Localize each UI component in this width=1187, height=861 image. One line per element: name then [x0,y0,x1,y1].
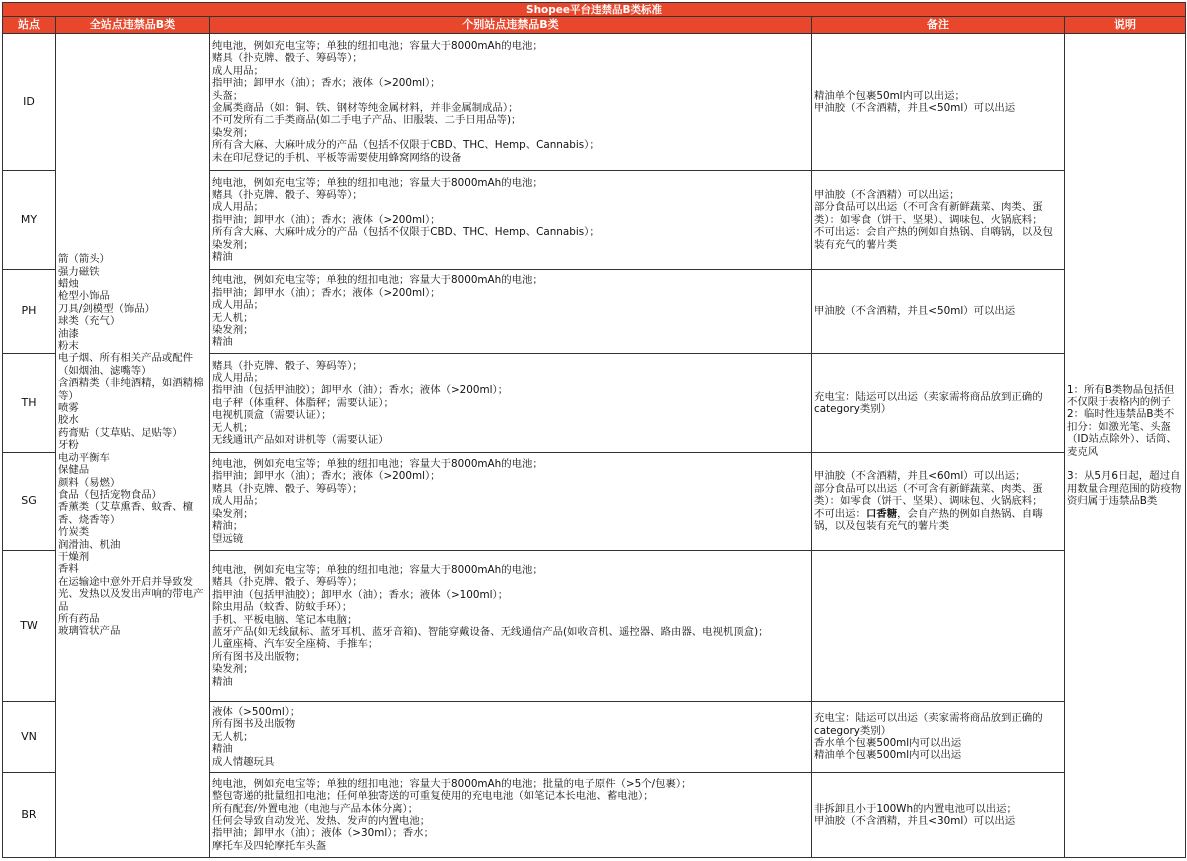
individual-item: 纯电池，例如充电宝等；单独的纽扣电池；容量大于8000mAh的电池；批量的电子原件（>5个/包裹）； [212,777,692,790]
individual-item: 无人机； [212,311,254,324]
header-all-sites: 全站点违禁品B类 [56,17,210,34]
all-sites-item: 药膏贴（艾草贴、足贴等） [58,426,183,439]
explanation-line: 1：所有B类物品包括但不仅限于表格内的例子 [1067,383,1175,409]
all-sites-item: 球类（充气） [58,315,121,328]
header-site: 站点 [3,17,56,34]
individual-items-cell [210,773,812,858]
individual-item: 赌具（扑克牌、骰子、筹码等）； [212,359,363,372]
individual-items-cell [210,453,812,551]
individual-item: 染发剂； [212,323,254,336]
individual-item: 所有含大麻、大麻叶成分的产品（包括不仅限于CBD、THC、Hemp、Cannabis）； [212,139,600,152]
note-line: 精油单个包裹50ml内可以出运； [814,89,965,102]
individual-item: 染发剂； [212,507,254,520]
all-sites-item: 食品（包括宠物食品） [58,488,162,501]
individual-item: 染发剂； [212,238,254,251]
individual-item: 纯电池，例如充电宝等；单独的纽扣电池；容量大于8000mAh的电池； [212,274,543,287]
individual-item: 纯电池，例如充电宝等；单独的纽扣电池；容量大于8000mAh的电池； [212,458,543,471]
individual-item: 成人用品； [212,201,264,214]
notes-cell [812,773,1065,858]
all-sites-item: 所有药品 [58,612,100,625]
individual-item: 成人用品； [212,371,264,384]
header-row [3,17,1186,34]
table-title: Shopee平台违禁品B类标准 [3,3,1186,17]
note-line: 充电宝：陆运可以出运（卖家需将商品放到正确的category类别） [814,390,1043,415]
individual-item: 未在印尼登记的手机、平板等需要使用蜂窝网络的设备 [212,151,462,164]
site-cell: VN [3,702,56,773]
prohibited-items-table [2,2,1186,858]
individual-item: 除虫用品（蚊香、防蚊手环）； [212,601,353,614]
notes-cell [812,551,1065,702]
individual-item: 指甲油；卸甲水（油）；香水；液体（>200ml）； [212,77,441,90]
all-sites-item: 竹炭类 [58,526,90,539]
individual-item: 摩托车及四轮摩托车头盔 [212,839,327,852]
all-sites-item: 喷雾 [58,402,79,415]
individual-item: 指甲油；卸甲水（油）；香水；液体（>200ml）； [212,213,441,226]
note-line: 甲油胶（不含酒精，并且<30ml）可以出运 [814,815,1016,827]
all-sites-item: 蜡烛 [58,278,79,291]
all-sites-cell [56,34,210,858]
table-row [3,34,1186,171]
header-explanation: 说明 [1065,17,1186,34]
individual-item: 所有图书及出版物 [212,718,296,731]
individual-item: 精油 [212,675,233,688]
site-cell: SG [3,453,56,551]
individual-item: 赌具（扑克牌、骰子、筹码等）； [212,576,363,589]
all-sites-item: 电子烟、所有相关产品或配件（如烟油、滤嘴等） [58,352,194,377]
site-cell: ID [3,34,56,171]
individual-items-cell [210,702,812,773]
individual-item: 纯电池，例如充电宝等；单独的纽扣电池；容量大于8000mAh的电池； [212,39,543,52]
site-cell: PH [3,270,56,354]
all-sites-item: 胶水 [58,414,79,427]
site-cell: MY [3,171,56,270]
individual-item: 成人用品； [212,495,264,508]
individual-item: 所有含大麻、大麻叶成分的产品（包括不仅限于CBD、THC、Hemp、Cannabis）； [212,226,600,239]
individual-item: 整包寄递的批量纽扣电池；任何单独寄送的可重复使用的充电电池（如笔记本长电池、蓄电池）； [212,790,654,803]
notes-cell [812,702,1065,773]
individual-item: 蓝牙产品(如无线鼠标、蓝牙耳机、蓝牙音箱)、智能穿戴设备、无线通信产品(如收音机、遥控器、路由器、电视机顶盒)； [212,626,769,638]
title-row [3,3,1186,17]
individual-items-cell [210,354,812,453]
individual-item: 染发剂； [212,126,254,139]
individual-item: 精油 [212,251,233,264]
note-line: 香水单个包裹500ml内可以出运 [814,737,962,749]
all-sites-item: 香薰类（艾草熏香、蚊香、檀香、烧香等） [58,501,194,526]
individual-item: 任何会导致自动发光、发热、发声的内置电池； [212,815,431,827]
individual-item: 赌具（扑克牌、骰子、筹码等）； [212,188,363,201]
individual-item: 成人情趣玩具 [212,755,275,768]
all-sites-item: 油漆 [58,327,79,340]
notes-cell [812,270,1065,354]
all-sites-item: 玻璃管状产品 [58,625,121,638]
all-sites-item: 粉末 [58,340,79,353]
individual-item: 无人机； [212,730,254,743]
individual-item: 成人用品； [212,299,264,312]
individual-item: 望远镜 [212,532,244,545]
individual-item: 精油； [212,520,244,533]
individual-item: 纯电池，例如充电宝等；单独的纽扣电池；容量大于8000mAh的电池； [212,563,543,576]
individual-item: 所有图书及出版物； [212,650,306,663]
all-sites-item: 电动平衡车 [58,451,110,464]
individual-item: 手机、平板电脑、笔记本电脑； [212,613,358,626]
individual-item: 指甲油；卸甲水（油）；香水；液体（>200ml）； [212,286,441,299]
all-sites-item: 干燥剂 [58,550,90,563]
individual-item: 精油 [212,336,233,349]
note-line: 甲油胶（不含酒精）可以出运； [814,188,960,201]
header-individual-sites: 个别站点违禁品B类 [210,17,812,34]
individual-item: 染发剂； [212,663,254,676]
individual-item: 精油 [212,743,233,756]
individual-item: 所有配套/外置电池（电池与产品本体分离）； [212,802,419,815]
note-line: 不可出运：会自产热的例如自热锅、自嗨锅，以及包装有充气的薯片类 [814,226,1053,251]
header-notes: 备注 [812,17,1065,34]
note-line: 部分食品可以出运（不可含有新鲜蔬菜、肉类、蛋类）：如零食（饼干、坚果）、调味包、火锅底料； [814,201,1043,226]
individual-item: 指甲油（包括甲油胶）；卸甲水（油）；香水；液体（>100ml）； [212,588,509,601]
individual-item: 电子秤（体重秤、体脂秤；需要认证）； [212,396,394,409]
individual-item: 指甲油；卸甲水（油）；香水；液体（>200ml）； [212,470,441,483]
individual-item: 指甲油；卸甲水（油）；液体（>30ml）；香水； [212,827,434,840]
individual-items-cell [210,171,812,270]
individual-items-cell [210,551,812,702]
all-sites-item: 在运输途中意外开启并导致发光、发热以及发出声响的带电产品 [58,575,204,613]
individual-item: 电视机顶盒（需要认证）； [212,409,332,422]
all-sites-item: 保健品 [58,464,90,477]
notes-cell [812,171,1065,270]
individual-item: 成人用品； [212,64,264,77]
note-line: 非拆卸且小于100Wh的内置电池可以出运； [814,802,1017,815]
explanation-line: 2：临时性违禁品B类不扣分：如激光笔、头盔（ID站点除外）、话筒、麦克风 [1067,408,1177,458]
individual-item: 头盔； [212,89,244,102]
all-sites-item: 含酒精类（非纯酒精，如酒精棉等） [58,377,204,402]
explanation-cell [1065,34,1186,858]
individual-item: 金属类商品（如：铜、铁、钢材等纯金属材料，并非金属制成品）； [212,102,519,114]
notes-cell [812,354,1065,453]
all-sites-item: 枪型小饰品 [58,290,110,303]
note-line: 甲油胶（不含酒精，并且<60ml）可以出运； [814,470,1026,483]
all-sites-item: 颜料（易燃） [58,476,121,489]
all-sites-item: 刀具/剑模型（饰品） [58,302,156,315]
individual-item: 儿童座椅、汽车安全座椅、手推车； [212,638,379,651]
notes-cell [812,34,1065,171]
explanation-line: 3：从5月6日起，超过自用数量合理范围的防疫物资归属于违禁品B类 [1067,470,1182,507]
all-sites-item: 强力磁铁 [58,265,100,278]
note-line: 不可出运：口香糖，会自产热的例如自热锅、自嗨锅，以及包装有充气的薯片类 [814,507,1043,533]
individual-item: 无线通讯产品如对讲机等（需要认证） [212,434,389,447]
site-cell: TW [3,551,56,702]
individual-item: 赌具（扑克牌、骰子、筹码等）； [212,482,363,495]
individual-items-cell [210,34,812,171]
all-sites-item: 牙粉 [58,439,79,452]
all-sites-item: 香料 [58,563,79,576]
individual-item: 纯电池，例如充电宝等；单独的纽扣电池；容量大于8000mAh的电池； [212,176,543,189]
note-line: 部分食品可以出运（不可含有新鲜蔬菜、肉类、蛋类）：如零食（饼干、坚果）、调味包、火锅底料； [814,482,1043,508]
note-line: 甲油胶（不含酒精，并且<50ml）可以出运 [814,305,1016,318]
individual-item: 赌具（扑克牌、骰子、筹码等）； [212,52,363,65]
individual-items-cell [210,270,812,354]
all-sites-item: 润滑油、机油 [58,538,121,551]
notes-cell [812,453,1065,551]
individual-item: 指甲油（包括甲油胶）；卸甲水（油）；香水；液体（>200ml）； [212,384,509,397]
note-line: 精油单个包裹500ml内可以出运 [814,749,962,762]
individual-item: 不可发所有二手类商品(如二手电子产品、旧服装、二手日用品等)； [212,114,522,127]
site-cell: BR [3,773,56,858]
individual-item: 液体（>500ml）； [212,705,301,718]
note-line: 充电宝：陆运可以出运（卖家需将商品放到正确的category类别） [814,712,1043,737]
individual-item: 无人机； [212,421,254,434]
all-sites-item: 箭（箭头） [58,253,110,266]
note-line: 甲油胶（不含酒精，并且<50ml）可以出运 [814,102,1016,114]
site-cell: TH [3,354,56,453]
